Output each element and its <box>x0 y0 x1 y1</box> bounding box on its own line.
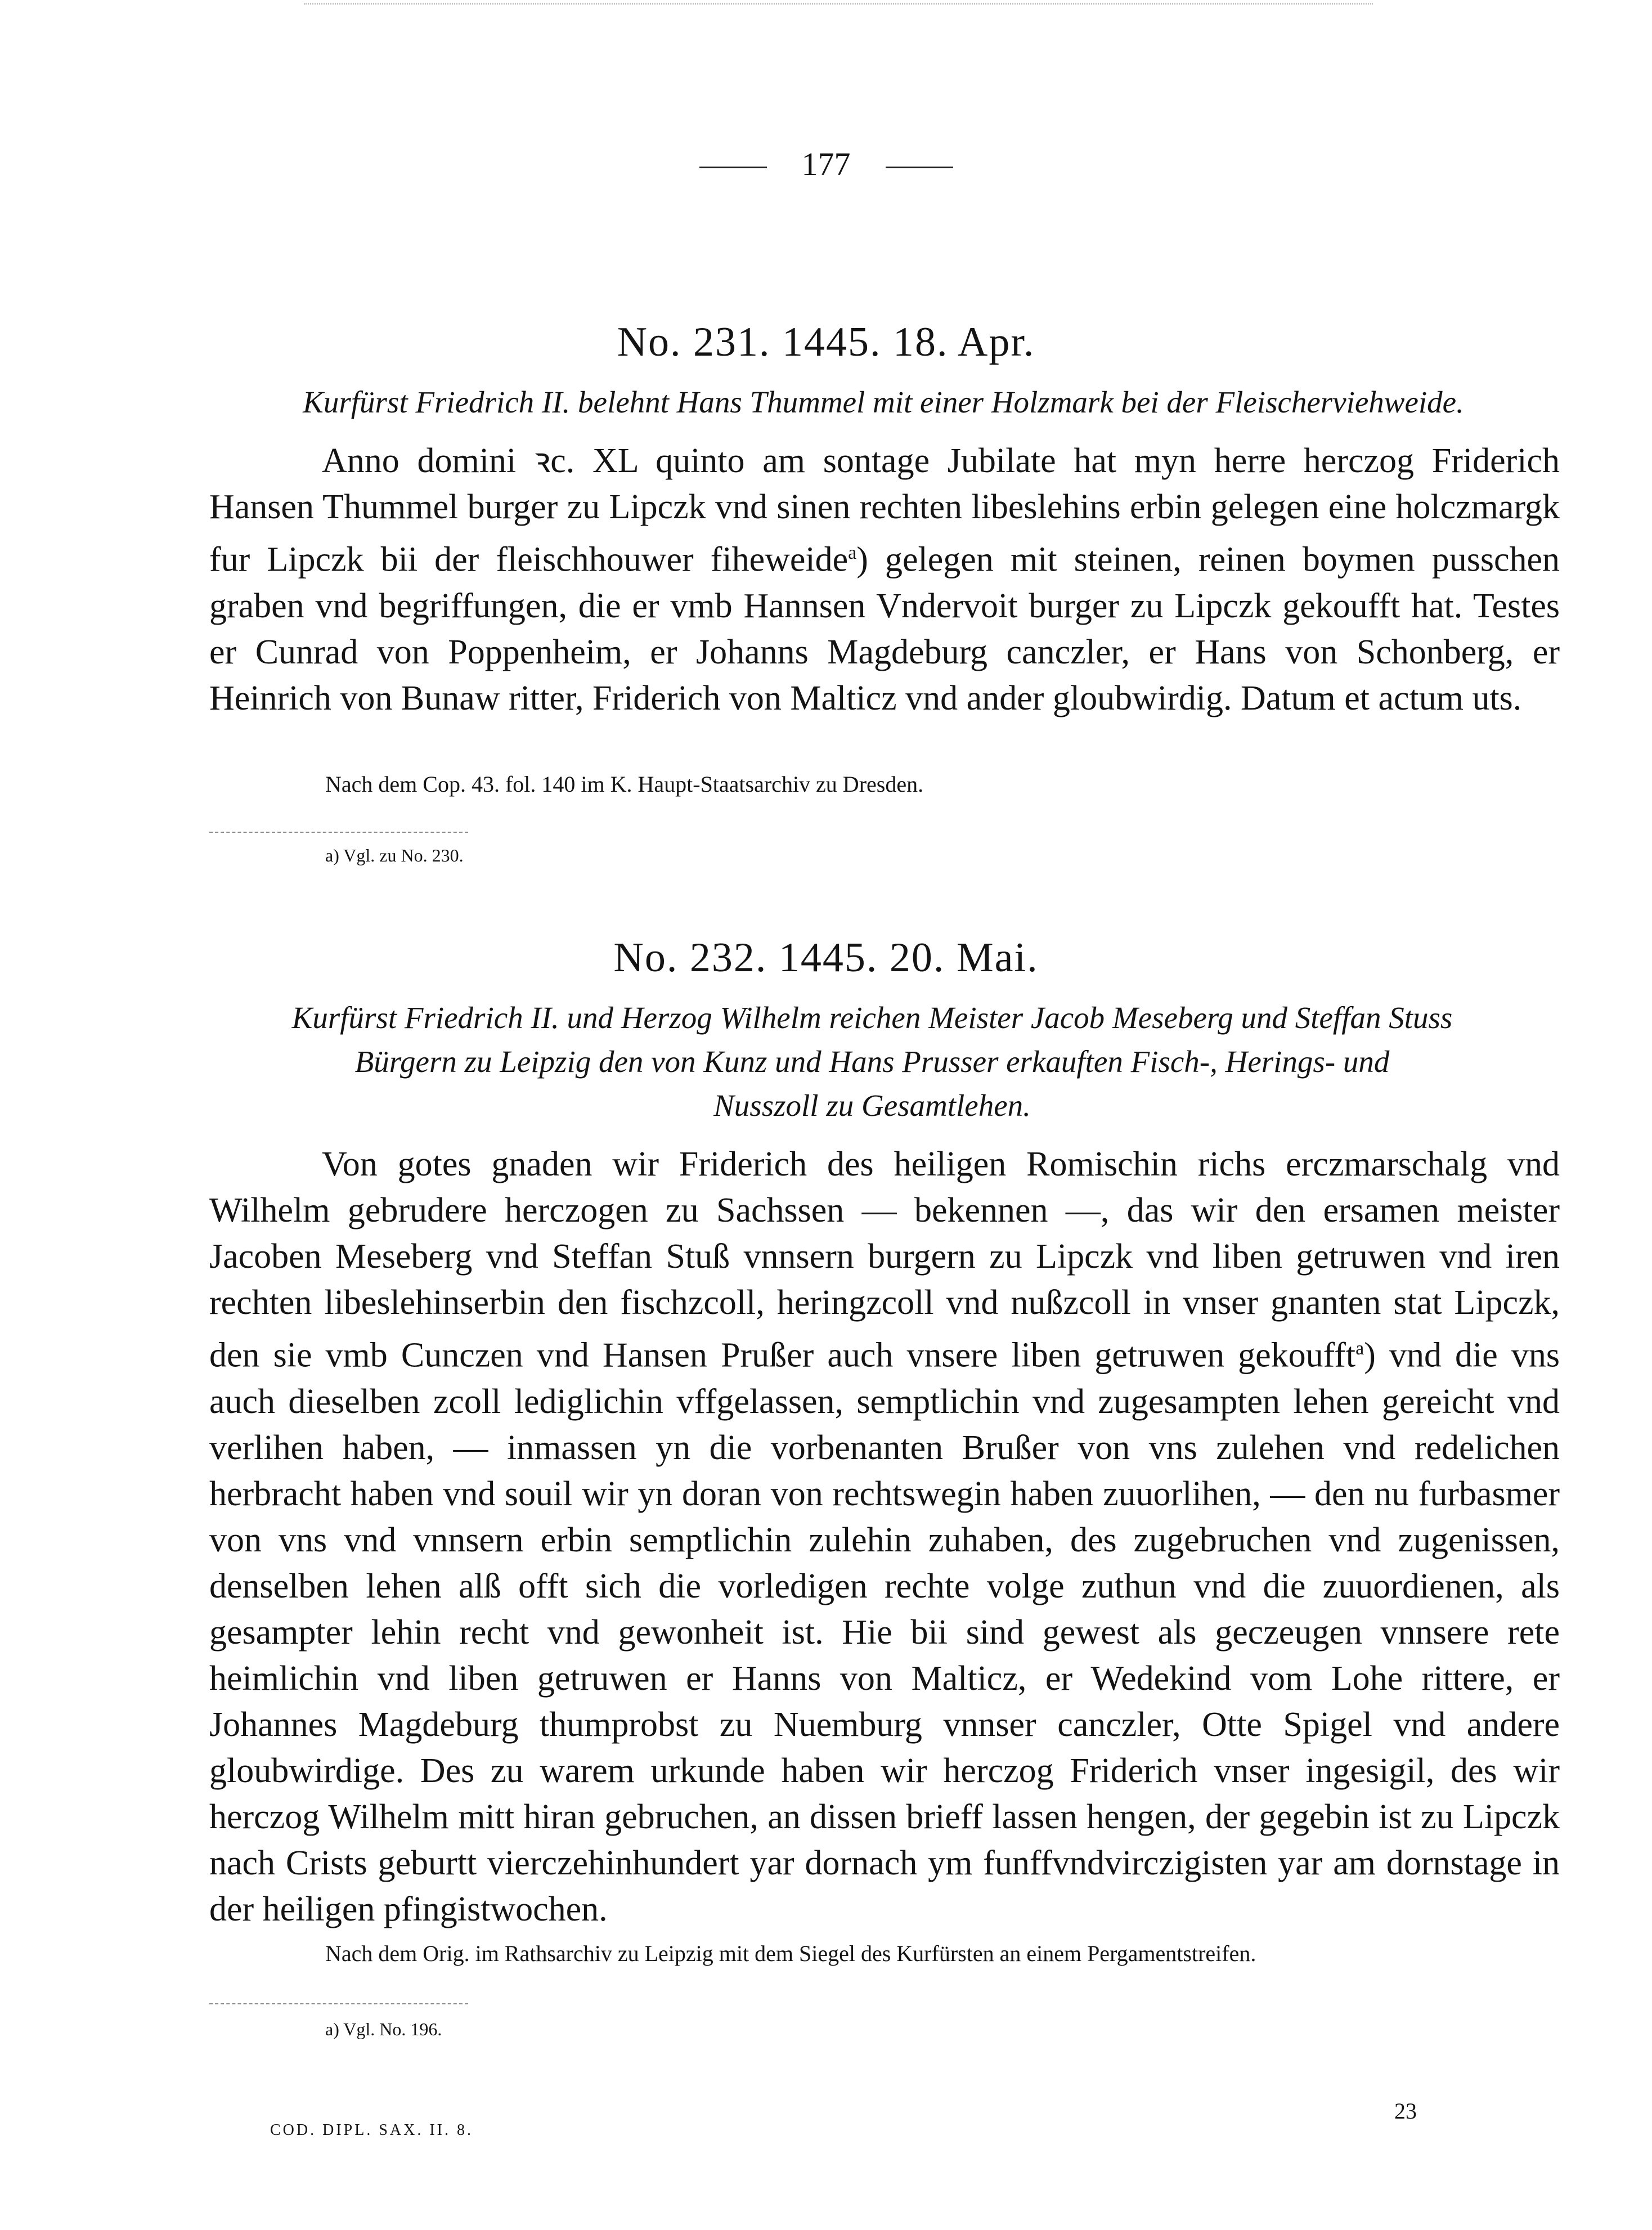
page-number-dash-left <box>699 167 767 168</box>
footnote: a) Vgl. No. 196. <box>325 2019 442 2039</box>
page-number: 177 <box>801 146 851 182</box>
top-edge-mark <box>304 3 1373 5</box>
footnote: a) Vgl. zu No. 230. <box>325 845 464 865</box>
footnote-mark: a <box>848 542 857 563</box>
footnote-mark: a <box>1355 1338 1364 1359</box>
sheet-signature: 23 <box>1394 2098 1417 2124</box>
regest-line: Kurfürst Friedrich II. und Herzog Wilhelm reichen Meister Jacob Meseberg und Steffan Stuss <box>291 1000 1453 1035</box>
document-text-part: Anno domini ꝛc. XL quinto am sontage Jubilate hat myn herre herczog Friderich Hansen Thummel burger zu Lipczk vnd sinen rechten libeslehins erbin gelegen eine holczmargk fur Lipczk bii der fleischhouwer fiheweide <box>209 442 1560 579</box>
regest-line: Bürgern zu Leipzig den von Kunz und Hans Prusser erkauften Fisch-, Herings- und <box>354 1044 1390 1079</box>
document-heading: No. 232. 1445. 20. Mai. <box>613 935 1039 981</box>
regest-line: Nusszoll zu Gesamtlehen. <box>713 1088 1031 1123</box>
document-text-part: ) vnd die vns auch dieselben zcoll lediglichin vffgelassen, semptlichin vnd zugesampten lehen gereicht vnd verlihen haben, — inmassen yn die vorbenanten Brußer von vns zulehen vnd redelichen herbracht haben vnd souil wir yn doran von rechtswegin haben zuuorlihen, — den nu furbasmer von vns vnd vnnsern erbin semptlichin zulehin zuhaben, des zugebruchen vnd zugenissen, denselben lehen alß offt sich die vorledigen rechte volge zuthun vnd die zuuordienen, als gesampter lehin recht vnd gewonheit ist. Hie bii sind gewest als geczeugen vnnsere rete heimlichin vnd liben getruwen er Hanns von Malticz, er Wedekind vom Lohe rittere, er Johannes Magdeburg thumprobst zu Nuemburg vnnser canczler, Otte Spigel vnd andere gloubwirdige. Des zu warem urkunde haben wir herczog Friderich vnser ingesigil, des wir herczog Wilhelm mitt hiran gebruchen, an dissen brieff lassen hengen, der gegebin ist zu Lipczk nach Crists geburtt vierczehinhundert yar dornach ym funffvndvirczigisten yar am dornstage in der heiligen pfingistwochen. <box>209 1336 1560 1928</box>
document-regest <box>186 996 1559 1128</box>
document-regest: Kurfürst Friedrich II. belehnt Hans Thummel mit einer Holzmark bei der Fleischerviehweide. <box>303 385 1464 419</box>
document-text <box>209 438 1560 721</box>
page-number-dash-right <box>886 167 953 168</box>
footnote-rule <box>209 2003 468 2004</box>
source-note: Nach dem Cop. 43. fol. 140 im K. Haupt-Staatsarchiv zu Dresden. <box>325 771 924 797</box>
document-text <box>209 1141 1560 1932</box>
document-text-part: ) gelegen mit steinen, reinen boymen pusschen graben vnd begriffungen, die er vmb Hannsen Vndervoit burger zu Lipczk gekoufft hat. Testes er Cunrad von Poppenheim, er Johanns Magdeburg canczler, er Hans von Schonberg, er Heinrich von Bunaw ritter, Friderich von Malticz vnd ander gloubwirdig. Datum et actum uts. <box>209 540 1560 717</box>
page-number-line <box>0 145 1652 183</box>
printer-signature: COD. DIPL. SAX. II. 8. <box>270 2121 473 2139</box>
footnote-rule <box>209 832 468 833</box>
source-note: Nach dem Orig. im Rathsarchiv zu Leipzig mit dem Siegel des Kurfürsten an einem Pergamentstreifen. <box>325 1941 1256 1966</box>
document-text-part: Von gotes gnaden wir Friderich des heiligen Romischin richs erczmarschalg vnd Wilhelm gebrudere herczogen zu Sachssen — bekennen —, das wir den ersamen meister Jacoben Meseberg vnd Steffan Stuß vnnsern burgern zu Lipczk vnd liben getruwen vnd iren rechten libeslehinserbin den fischzcoll, heringzcoll vnd nußzcoll in vnser gnanten stat Lipczk, den sie vmb Cunczen vnd Hansen Prußer auch vnsere liben getruwen gekoufft <box>209 1145 1560 1375</box>
document-heading: No. 231. 1445. 18. Apr. <box>617 319 1035 365</box>
